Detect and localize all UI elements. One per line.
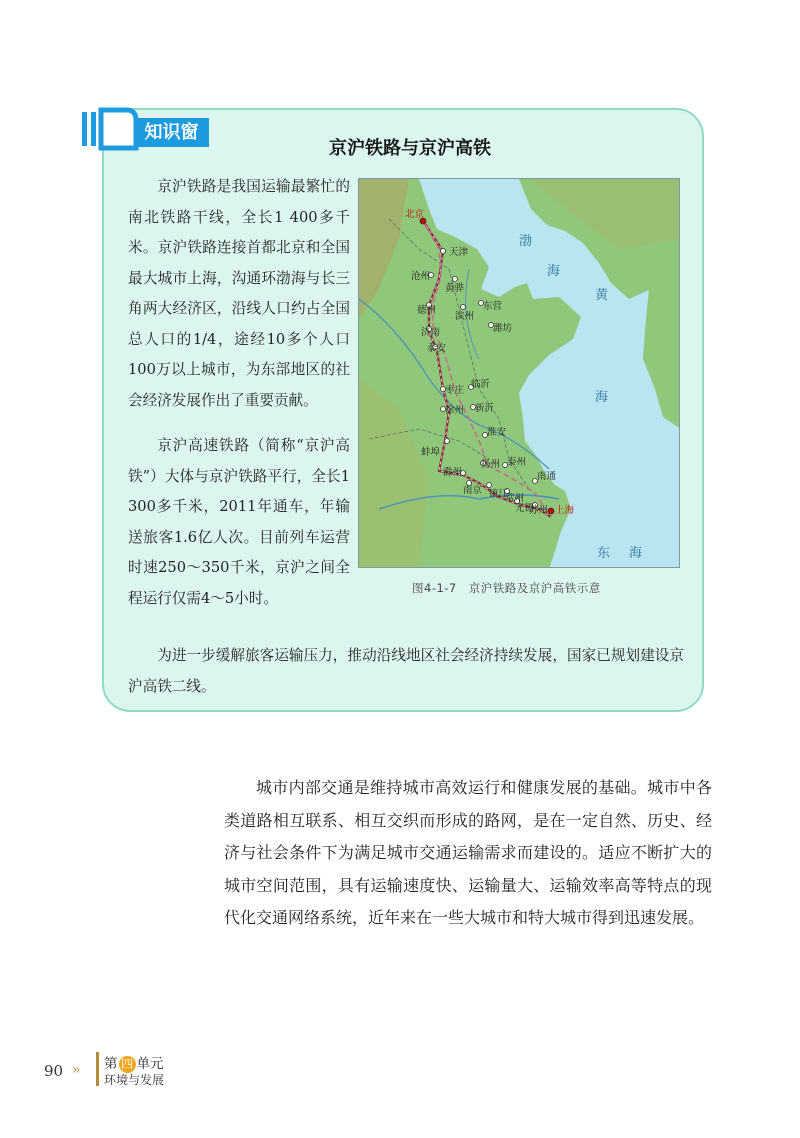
sea-label-bo: 渤 [519,234,533,249]
city-label-dezhou: 德州 [417,305,437,316]
knowledge-window-icon [82,104,140,154]
sea-label-dong: 东 [597,546,611,561]
figure-caption: 图4-1-7 京沪铁路及京沪高铁示意 [412,581,601,595]
box-paragraph-2: 京沪高速铁路（简称“京沪高铁”）大体与京沪铁路平行，全长1 300多千米，2011年通车，年输送旅客1.6亿人次。目前列车运营时速250～350千米，京沪之间全程运行仅需4～5小时。 [128,437,350,607]
box-paragraph-1: 京沪铁路是我国运输最繁忙的南北铁路干线，全长1 400多千米。京沪铁路连接首都北京和全国最大城市上海，沟通环渤海与长三角两大经济区，沿线人口约占全国总人口的1/4，途经10多个人口100万以上城市，为东部地区的社会经济发展作出了重要贡献。 [128,178,350,409]
railway-map-drawing [359,179,680,568]
page-number: 90 [44,1062,64,1080]
box-paragraph-3: 为进一步缓解旅客运输压力，推动沿线地区社会经济持续发展，国家已规划建设京沪高铁二线。 [128,647,684,695]
city-label-changzhou: 常州 [505,493,525,504]
city-label-nanjing: 南京 [463,485,483,496]
unit-title: 环境与发展 [104,1073,165,1087]
city-label-beijing: 北京 [405,209,425,220]
city-label-nantong: 南通 [537,471,557,482]
city-label-suzhou: 苏州 [529,505,549,516]
city-label-cangzhou: 沧州 [411,271,431,282]
city-label-bengbu: 蚌埠 [421,447,441,458]
unit-prefix: 第 [104,1056,118,1072]
sea-label-hai-1: 海 [547,264,561,279]
city-label-dongying: 东营 [483,301,503,312]
sea-label-hai-2: 海 [595,390,609,405]
unit-number-badge: 四 [119,1056,136,1073]
city-label-zaozhuang: 枣庄 [445,385,465,396]
city-label-linyi: 临沂 [471,379,491,390]
korea-land [643,279,680,429]
city-label-taizhou: 泰州 [507,457,527,468]
city-label-huaian: 淮安 [487,427,507,438]
city-label-huanghua: 黄骅 [445,283,465,294]
footer-divider [96,1052,99,1086]
city-label-zhenjiang: 镇江 [489,489,509,500]
city-label-wuxi: 无锡 [515,503,535,514]
knowledge-tag: 知识窗 [134,118,209,147]
unit-suffix: 单元 [136,1056,164,1072]
city-label-shanghai: 上海 [555,505,575,516]
city-label-jinan: 济南 [421,327,441,338]
main-paragraph: 城市内部交通是维持城市高效运行和健康发展的基础。城市中各类道路相互联系、相互交织而形成的路网，是在一定自然、历史、经济与社会条件下为满足城市交通运输需求而建设的。适应不断扩大的城市空间范围，具有运输速度快、运输量大、运输效率高等特点的现代化交通网络系统，近年来在一些大城市和特大城市得到迅速发展。 [224,778,712,927]
city-label-xinyi: 新沂 [475,403,495,414]
sea-label-hai-3: 海 [629,546,643,561]
city-label-xuzhou: 徐州 [445,405,465,416]
railway-map [358,178,680,568]
sea-label-huang: 黄 [595,288,609,303]
city-label-binzhou: 滨州 [455,311,475,322]
city-label-chuzhou: 滁州 [443,467,463,478]
city-label-weifang: 潍坊 [493,323,513,334]
city-label-yangzhou: 扬州 [481,459,501,470]
city-label-taian: 泰安 [427,343,447,354]
unit-label [104,1052,164,1073]
box-title: 京沪铁路与京沪高铁 [329,138,491,159]
city-label-tianjin: 天津 [449,247,469,258]
chevron-right-icon: » [72,1062,78,1078]
